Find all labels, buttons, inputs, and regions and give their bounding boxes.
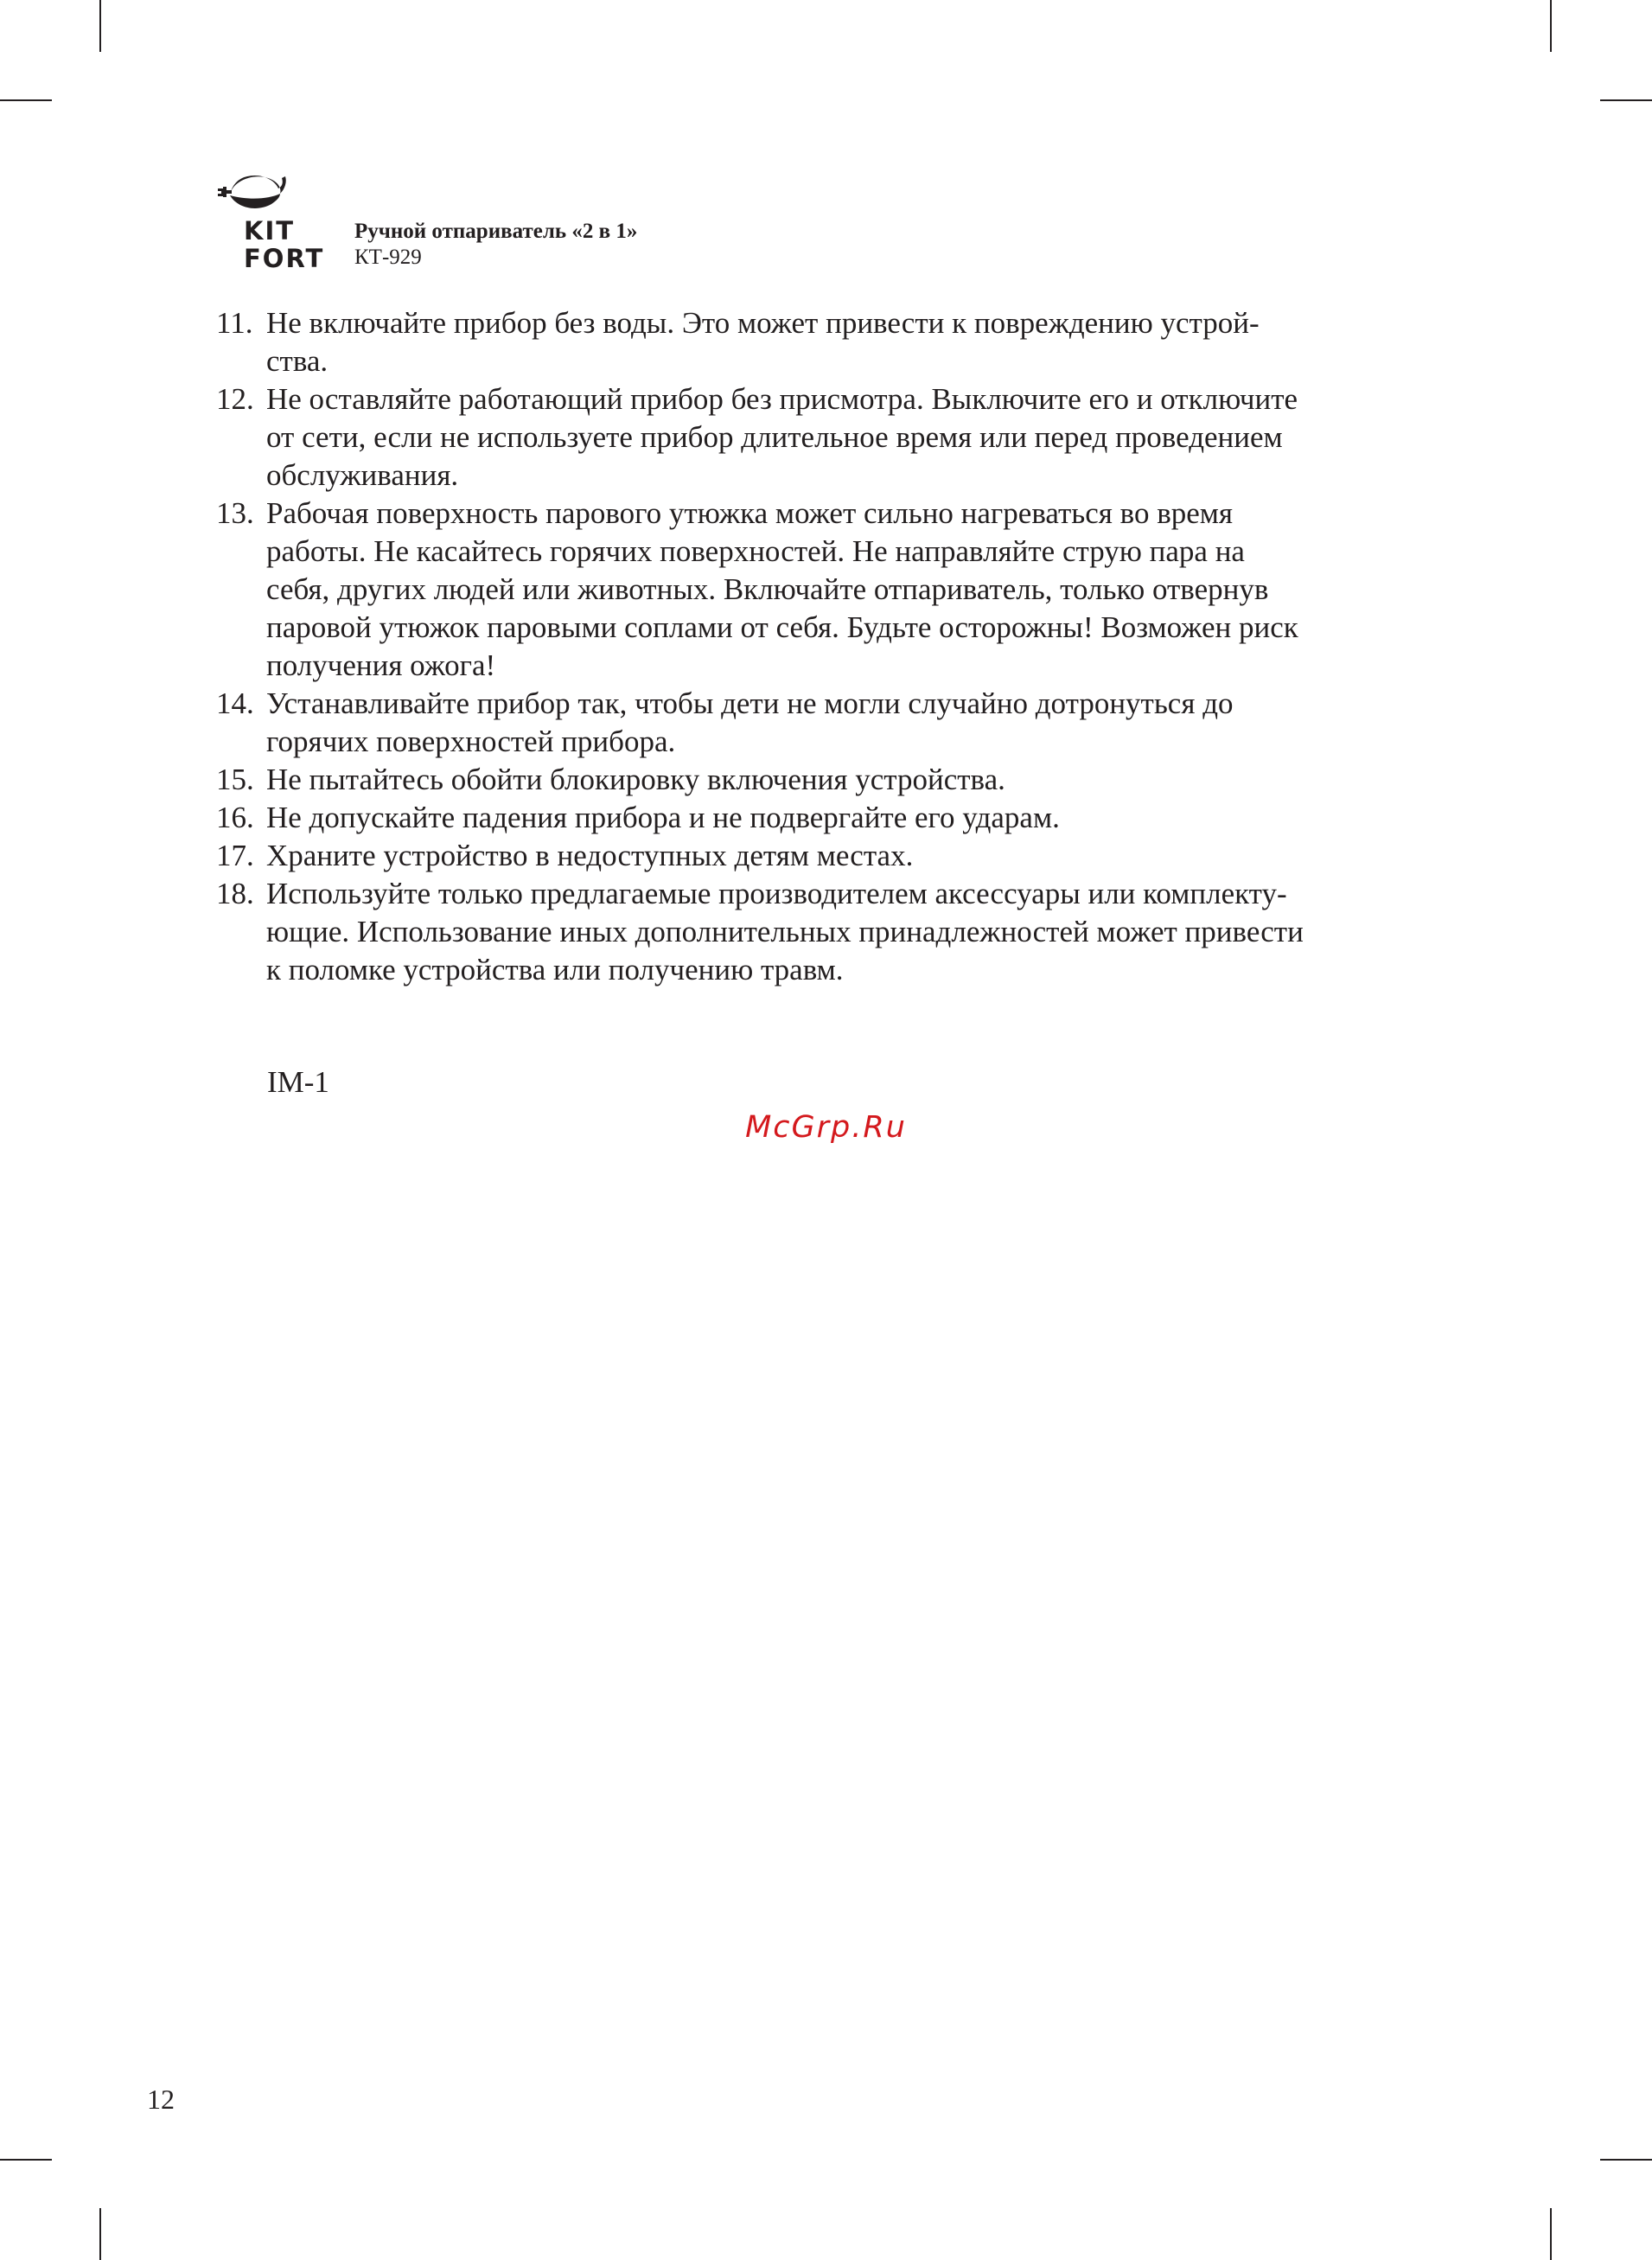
list-item	[216, 875, 1461, 989]
crop-mark	[1550, 2208, 1552, 2260]
product-model: КТ-929	[354, 246, 422, 269]
watermark-link[interactable]: McGrp.Ru	[745, 1110, 907, 1145]
kitfort-logo	[216, 169, 328, 278]
crop-mark	[0, 99, 52, 101]
rule-number: 11.	[216, 306, 253, 340]
list-item	[216, 380, 1461, 495]
rule-text: Не включайте прибор без воды. Это может привести к повреждению устрой- ства.	[266, 306, 1260, 378]
rule-number: 16.	[216, 801, 254, 834]
product-title: Ручной отпариватель «2 в 1»	[354, 220, 638, 243]
rule-number: 14.	[216, 686, 254, 720]
rule-text: Храните устройство в недоступных детям местах.	[266, 839, 914, 872]
rule-text: Не оставляйте работающий прибор без присмотра. Выключите его и отключите от сети, если не используете прибор длительное время или перед проведением обслуживания.	[266, 382, 1298, 492]
crop-mark	[99, 0, 101, 52]
list-item	[216, 304, 1461, 380]
crop-mark	[1600, 2159, 1652, 2161]
rule-text: Не пытайтесь обойти блокировку включения устройства.	[266, 763, 1005, 796]
crop-mark	[0, 2159, 52, 2161]
rule-number: 18.	[216, 877, 254, 910]
crop-mark	[1600, 99, 1652, 101]
list-item	[216, 685, 1461, 761]
logo-text-fort: FORT	[244, 244, 325, 273]
whale-plug-icon	[218, 169, 287, 218]
rule-text: Рабочая поверхность парового утюжка может сильно нагреваться во время работы. Не касайтесь горячих поверхностей. Не направляйте струю пара на себя, других людей или животных. Включайте отпариватель, только отвернув паровой утюжок паровыми соплами от себя. Будьте осторожны! Возможен риск получения ожога!	[266, 496, 1298, 682]
rule-number: 13.	[216, 496, 254, 530]
crop-mark	[99, 2208, 101, 2260]
rule-number: 12.	[216, 382, 254, 416]
safety-rules-list	[216, 304, 1461, 989]
list-item	[216, 837, 1461, 875]
list-item	[216, 761, 1461, 799]
rule-number: 17.	[216, 839, 254, 872]
rule-text: Не допускайте падения прибора и не подвергайте его ударам.	[266, 801, 1060, 834]
rule-number: 15.	[216, 763, 254, 796]
document-code: IM-1	[267, 1065, 329, 1099]
page-number: 12	[147, 2084, 175, 2115]
logo-text-kit: KIT	[244, 216, 296, 246]
list-item	[216, 495, 1461, 685]
list-item	[216, 799, 1461, 837]
rule-text: Используйте только предлагаемые производителем аксессуары или комплекту- ющие. Использование иных дополнительных принадлежностей может привести к поломке устройства или получению травм.	[266, 877, 1304, 986]
rule-text: Устанавливайте прибор так, чтобы дети не могли случайно дотронуться до горячих поверхностей прибора.	[266, 686, 1234, 758]
crop-mark	[1550, 0, 1552, 52]
